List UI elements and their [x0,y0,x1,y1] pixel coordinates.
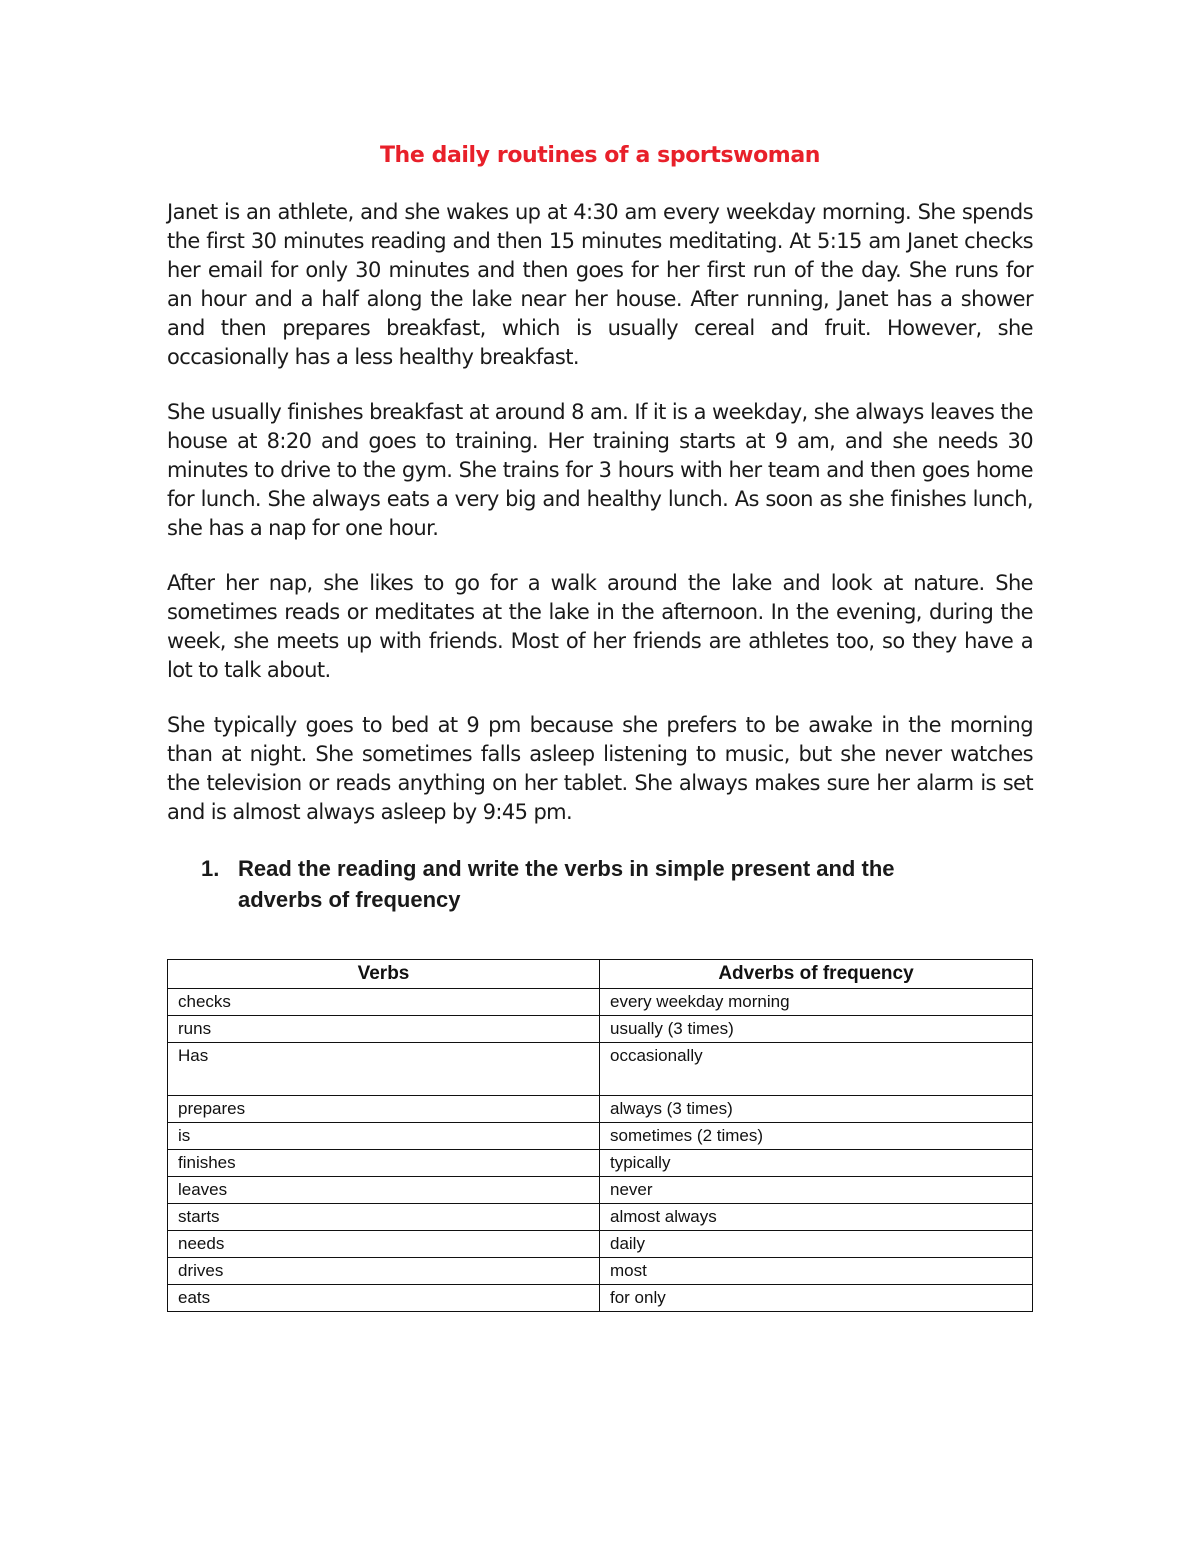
verb-cell: eats [168,1285,600,1312]
question-text: Read the reading and write the verbs in simple present and the adverbs of frequency [238,856,895,912]
header-adverbs: Adverbs of frequency [600,960,1033,989]
table-row [168,1096,1033,1123]
table-row [168,1177,1033,1204]
exercise-question [167,853,1033,915]
adverb-cell: sometimes (2 times) [600,1123,1033,1150]
verb-cell: checks [168,989,600,1016]
verb-cell: Has [168,1043,600,1096]
paragraph-2: She usually finishes breakfast at around 8 am. If it is a weekday, she always leaves the house at 8:20 and goes to training. Her training starts at 9 am, and she needs 30 minutes to drive to the gym. She trains for 3 hours with her team and then goes home for lunch. She always eats a very big and healthy lunch. As soon as she finishes lunch, she has a nap for one hour. [167,400,1033,540]
adverb-cell: for only [600,1285,1033,1312]
table-row [168,1285,1033,1312]
adverb-cell: daily [600,1231,1033,1258]
adverb-cell: typically [600,1150,1033,1177]
table-row [168,989,1033,1016]
paragraph-1: Janet is an athlete, and she wakes up at 4:30 am every weekday morning. She spends the first 30 minutes reading and then 15 minutes meditating. At 5:15 am Janet checks her email for only 30 minutes and then goes for her first run of the day. She runs for an hour and a half along the lake near her house. After running, Janet has a shower and then prepares breakfast, which is usually cereal and fruit. However, she occasionally has a less healthy breakfast. [167,200,1033,369]
verb-cell: drives [168,1258,600,1285]
table-row [168,1150,1033,1177]
adverb-cell: usually (3 times) [600,1016,1033,1043]
adverb-cell: occasionally [600,1043,1033,1096]
verb-cell: leaves [168,1177,600,1204]
adverb-cell: every weekday morning [600,989,1033,1016]
paragraph-3: After her nap, she likes to go for a walk around the lake and look at nature. She sometimes reads or meditates at the lake in the afternoon. In the evening, during the week, she meets up with friends. Most of her friends are athletes too, so they have a lot to talk about. [167,571,1033,682]
document-page [167,138,1033,1312]
table-header-row [168,960,1033,989]
verb-cell: needs [168,1231,600,1258]
table-row [168,1231,1033,1258]
paragraph-4: She typically goes to bed at 9 pm because she prefers to be awake in the morning than at night. She sometimes falls asleep listening to music, but she never watches the television or reads anything on her tablet. She always makes sure her alarm is set and is almost always asleep by 9:45 pm. [167,713,1033,824]
adverb-cell: most [600,1258,1033,1285]
adverb-cell: never [600,1177,1033,1204]
table-row [168,1123,1033,1150]
document-title: The daily routines of a sportswoman [379,143,821,168]
table-row [168,1043,1033,1096]
header-verbs: Verbs [168,960,600,989]
verb-cell: prepares [168,1096,600,1123]
table-row [168,1258,1033,1285]
adverb-cell: almost always [600,1204,1033,1231]
table-row [168,1204,1033,1231]
verb-cell: starts [168,1204,600,1231]
table-row [168,1016,1033,1043]
verb-cell: is [168,1123,600,1150]
verbs-adverbs-table [167,959,1033,1312]
question-number: 1. [201,856,220,881]
adverb-cell: always (3 times) [600,1096,1033,1123]
verb-cell: runs [168,1016,600,1043]
verb-cell: finishes [168,1150,600,1177]
